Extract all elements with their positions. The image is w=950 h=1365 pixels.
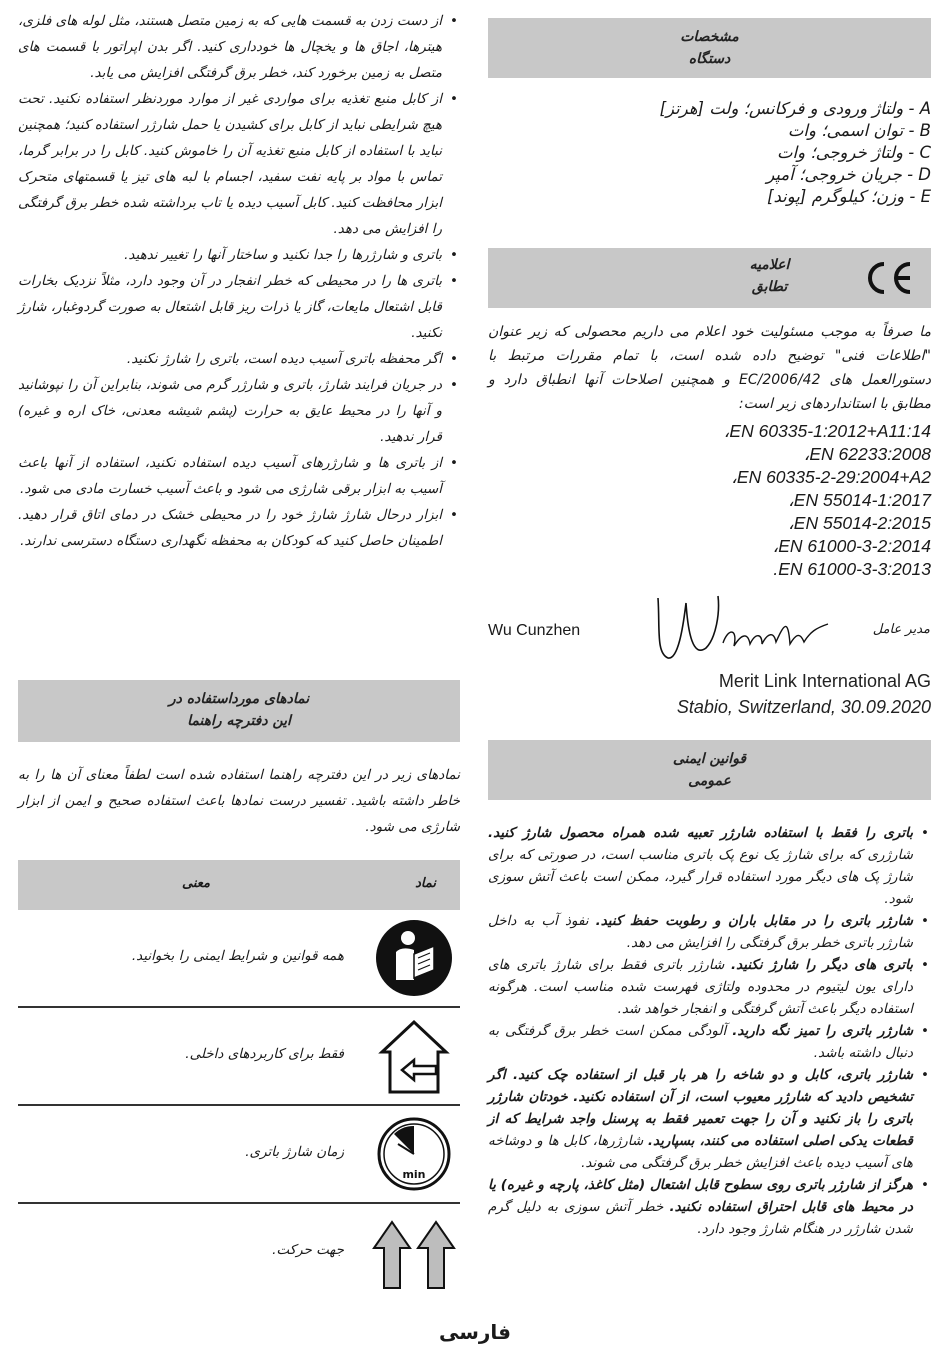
left-column [18, 0, 460, 1365]
signer-title: مدیر عامل [872, 622, 930, 637]
symbol-row [18, 910, 460, 1008]
specs-header-line2: دستگاه [688, 51, 731, 67]
safety-item-text: شارژر باتری فقط برای شارژ باتری های دارای یون لیتیوم در محدوده ولتاژی فهرست شده مناسب است. هرگونه استفاده دیگر باعث آتش گرفتگی و انفجار خواهد شد. [488, 957, 913, 1017]
symbols-header-line1: نمادهای مورداستفاده در [168, 691, 310, 707]
read-manual-icon [374, 918, 454, 998]
ce-mark-icon [860, 258, 920, 298]
spec-item: C - ولتاژ خروجی؛ وات [777, 143, 931, 162]
symbol-meaning: جهت حرکت. [272, 1242, 344, 1258]
right-column [488, 0, 931, 1365]
safety-header [488, 740, 931, 800]
norm-item: EN 55014-2:2015، [788, 513, 931, 533]
symbol-row [18, 1106, 460, 1204]
spec-item: B - توان اسمی؛ وات [787, 121, 931, 140]
safety-item [488, 1174, 931, 1240]
spec-item: A - ولتاژ ورودی و فرکانس؛ ولت [هرتز] [659, 99, 931, 118]
safety-item-text: نفوذ آب به داخل شارژر باتری خطر برق گرفتگی را افزایش می دهد. [488, 913, 913, 951]
company-name: Merit Link International AG [718, 671, 931, 691]
spec-item: D - جریان خروجی؛ آمپر [766, 165, 931, 184]
warning-item: • باتری و شارژرها را جدا نکنید و ساختار آنها را تغییر ندهید. [18, 242, 460, 268]
safety-header-line2: عمومی [688, 773, 731, 789]
declaration-header-line1: اعلامیه [749, 257, 790, 273]
safety-list [488, 822, 931, 1240]
norm-item: EN 60335-1:2012+A11:14، [723, 421, 931, 441]
specs-list [488, 98, 931, 208]
warning-item: • ابزار درحال شارژ شارژ خود را در محیطی خشک در دمای اتاق قرار دهید. اطمینان حاصل کنید که کودکان به محفظه نگهداری دستگاه دسترسی ندارند. [18, 502, 460, 554]
direction-arrows-icon [370, 1212, 460, 1292]
symbols-header [18, 680, 460, 742]
norm-item: EN 61000-3-2:2014، [772, 536, 931, 556]
min-label: min [402, 1168, 426, 1181]
safety-item-text: خطر آتش سوزی به دلیل گرم شدن شارژر در هنگام شارژ وجود دارد. [488, 1199, 913, 1237]
norms-list [488, 420, 931, 581]
warnings-list [18, 8, 460, 554]
safety-item-text: شارژرها، کابل ها و دوشاخه های آسیب دیده باعث افزایش خطر برق گرفتگی می شوند. [488, 1133, 913, 1171]
page-footer-language: فارسی [438, 1320, 512, 1344]
safety-item [488, 1064, 931, 1174]
symbol-meaning: همه قوانین و شرایط ایمنی را بخوانید. [131, 948, 344, 964]
safety-item-bold: شارژر باتری، کابل و دو شاخه را هر بار قبل از استفاده چک کنید. اگر تشخیص دادید که شارژر معیوب است، از آن استفاده نکنید. خودتان شارژر باتری را باز نکنید و آن را جهت تعمیر فقط به پرسنل واجد شرایط که از قطعات یدکی اصلی استفاده می کنند، بسپارید. [488, 1067, 913, 1149]
symbols-intro: نمادهای زیر در این دفترچه راهنما استفاده شده است لطفاً معنای آن ها را به خاطر داشته باشید. تفسیر درست نمادها باعث استفاده صحیح و ایمن از ابزار شارژی می شود. [18, 767, 460, 835]
symbols-header-line2: این دفترچه راهنما [187, 713, 291, 729]
safety-item-text: آلودگی ممکن است خطر برق گرفتگی به دنبال داشته باشد. [488, 1023, 913, 1061]
norm-item: EN 55014-1:2017، [788, 490, 931, 510]
indoor-use-icon [374, 1016, 454, 1096]
safety-item-text: شارژری که برای شارژ یک نوع پک باتری مناسب است، در صورتی که برای شارژ پک های دیگر مورد استفاده قرار گیرد، ممکن است باعث آتش سوزی شود. [488, 847, 913, 907]
company-info [488, 668, 931, 720]
column-header-meaning: معنی [182, 876, 210, 891]
symbol-row [18, 1008, 460, 1106]
company-place-date: Stabio, Switzerland, 30.09.2020 [676, 697, 931, 717]
specs-header [488, 18, 931, 78]
safety-item-bold: شارژر باتری را در مقابل باران و رطوبت حفظ کنید. [595, 913, 913, 929]
norm-item: EN 61000-3-3:2013. [773, 559, 931, 579]
warning-item: • از باتری ها و شارژرهای آسیب دیده استفاده نکنید، استفاده از آنها باعث آسیب به ابزار برقی شارژی می شود و باعث آسیب خسارت مادی می شود. [18, 450, 460, 502]
safety-item [488, 910, 931, 954]
safety-item-bold: شارژر باتری را تمیز نگه دارید. [732, 1023, 914, 1039]
safety-item-bold: باتری های دیگر را شارژ نکنید. [731, 957, 913, 973]
spec-item: E - وزن؛ کیلوگرم [پوند] [767, 187, 931, 206]
safety-item-bold: هرگز از شارژر باتری روی سطوح قابل اشتعال (مثل کاغذ، پارچه و غیره) یا در محیط های قابل احتراق استفاده نکنید. [488, 1177, 914, 1215]
symbol-meaning: زمان شارژ باتری. [245, 1144, 344, 1160]
safety-header-line1: قوانین ایمنی [672, 751, 747, 767]
warning-item: • باتری ها را در محیطی که خطر انفجار در آن وجود دارد، مثلاً نزدیک بخارات قابل اشتعال مایعات، گاز یا ذرات ریز قابل اشتعال به صورت گردوغبار، شارژ نکنید. [18, 268, 460, 346]
charging-time-icon [374, 1114, 454, 1194]
warning-item: • از دست زدن به قسمت هایی که به زمین متصل هستند، مثل لوله های فلزی، هیترها، اجاق ها و یخچال ها خودداری کنید. اگر بدن اپراتور با قسمت های متصل به زمین برخورد کند، خطر برق گرفتگی افزایش می یابد. [18, 8, 460, 86]
declaration-header [488, 248, 931, 308]
symbol-meaning: فقط برای کاربردهای داخلی. [185, 1046, 344, 1062]
signer-name: Wu Cunzhen [488, 622, 581, 639]
norm-item: EN 62233:2008، [803, 444, 931, 464]
declaration-text: ما صرفاً به موجب مسئولیت خود اعلام می داریم محصولی که زیر عنوان "اطلاعات فنی" توضیح داده شده است، با تمام مقررات مرتبط با دستورالعمل های 2006/42/EC و همچنین اصلاحات آنها انطباق دارد و مطابق با استانداردهای زیر است: [488, 324, 931, 412]
column-header-symbol: نماد [415, 876, 436, 891]
symbols-table [18, 860, 460, 1300]
warning-item: • از کابل منبع تغذیه برای مواردی غیر از موارد موردنظر استفاده نکنید. تحت هیچ شرایطی نباید از کابل برای کشیدن یا حمل شارژر استفاده کنید؛ همچنین نباید با استفاده از کابل منبع تغذیه آن را خاموش کنید. کابل را در برابر گرما، تماس با مواد بر پایه نفت سفید، اجسام با لبه های تیز یا قسمتهای متحرک ابزار محافظت کنید. کابل آسیب دیده یا تاب برداشته شده خطر برق گرفتگی را افزایش می دهد. [18, 86, 460, 242]
safety-item-bold: باتری را فقط با استفاده شارژر تعبیه شده همراه محصول شارژ کنید. [488, 825, 913, 841]
safety-item [488, 954, 931, 1020]
norm-item: EN 60335-2-29:2004+A2، [731, 467, 931, 487]
safety-item [488, 822, 931, 910]
declaration-header-line2: تطابق [751, 279, 788, 295]
warning-item: • در جریان فرایند شارژ، باتری و شارژر گرم می شوند، بنابراین آن را نپوشانید و آنها را در محیط عایق به حرارت (پشم شیشه معدنی، خاک اره و غیره) قرار ندهید. [18, 372, 460, 450]
signature-image [638, 588, 838, 668]
symbol-row [18, 1204, 460, 1300]
specs-header-line1: مشخصات [680, 29, 739, 45]
safety-item [488, 1020, 931, 1064]
warning-item: • اگر محفظه باتری آسیب دیده است، باتری را شارژ نکنید. [18, 346, 460, 372]
symbols-table-header [18, 860, 460, 910]
